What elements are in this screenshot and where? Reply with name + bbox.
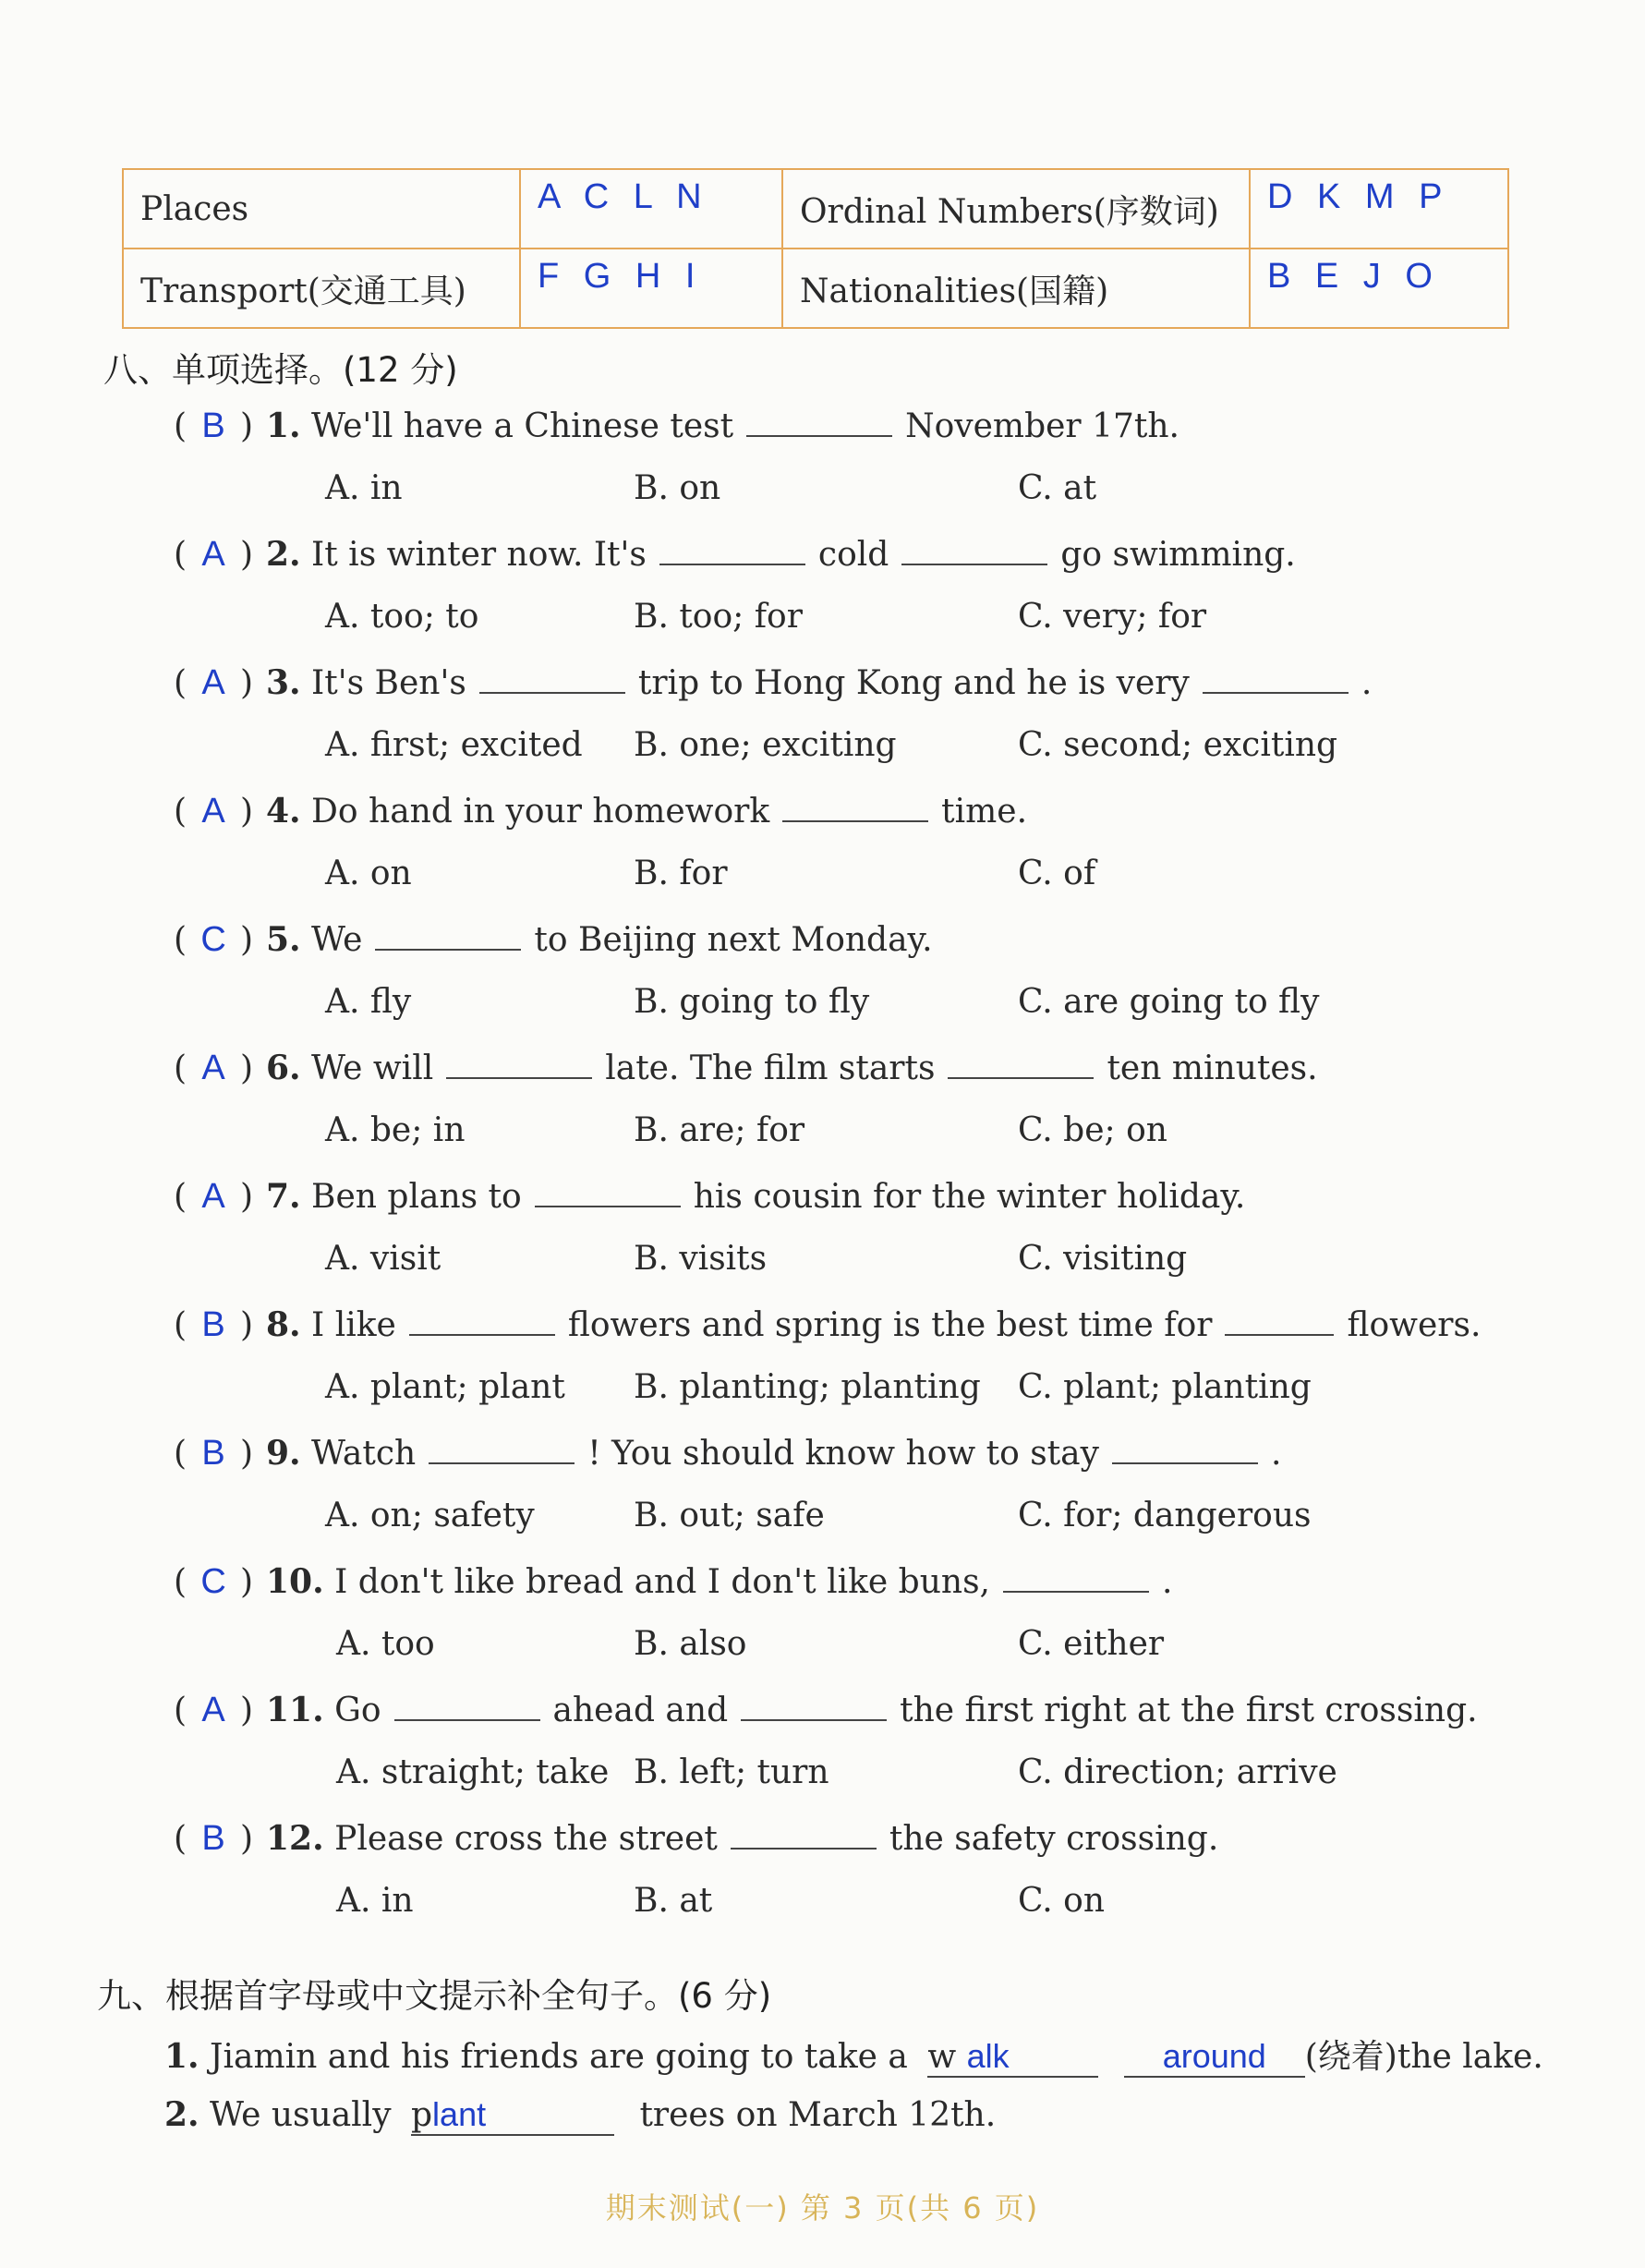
option-b: B. one; exciting <box>634 726 897 764</box>
option-a: A. in <box>325 469 403 507</box>
blank-line[interactable] <box>429 1435 575 1464</box>
option-b: B. too; for <box>634 598 803 636</box>
question-text: cold <box>817 536 889 574</box>
question-number: 4. <box>266 792 301 831</box>
sentence-number: 2. <box>164 2095 200 2134</box>
blank-line[interactable] <box>394 1692 540 1721</box>
option-c: C. direction; arrive <box>1018 1753 1337 1791</box>
question-text: the safety crossing. <box>889 1820 1219 1858</box>
fill-sentence-2 <box>164 2095 996 2136</box>
option-b: B. going to fly <box>634 983 870 1021</box>
option-c: C. be; on <box>1018 1111 1167 1149</box>
option-a: A. on; safety <box>325 1497 535 1534</box>
table-row <box>123 169 1508 249</box>
answer-blank[interactable] <box>411 2095 614 2136</box>
option-b: B. for <box>634 855 728 892</box>
option-b: B. visits <box>634 1240 768 1278</box>
sentence-text: Jiamin and his friends are going to take a <box>210 2038 908 2076</box>
selected-answer[interactable]: B <box>201 1819 225 1858</box>
question-item <box>174 1049 1318 1088</box>
option-c: C. for; dangerous <box>1018 1497 1312 1534</box>
answer-paren: ( A ) <box>174 663 254 702</box>
answer-paren: ( A ) <box>174 792 254 831</box>
option-c: C. plant; planting <box>1018 1368 1312 1406</box>
answer-word: lant <box>432 2095 487 2133</box>
option-b: B. also <box>634 1625 747 1663</box>
category-label: Ordinal Numbers(序数词) <box>782 169 1250 249</box>
question-item <box>174 535 1296 575</box>
question-number: 8. <box>266 1305 301 1344</box>
option-c: C. very; for <box>1018 598 1207 636</box>
blank-line[interactable] <box>741 1692 887 1721</box>
question-number: 5. <box>266 920 301 959</box>
option-a: A. visit <box>325 1240 441 1278</box>
option-c: C. second; exciting <box>1018 726 1338 764</box>
question-text: November 17th. <box>905 407 1179 445</box>
answer-paren: ( A ) <box>174 1049 254 1087</box>
question-text: to Beijing next Monday. <box>534 921 933 959</box>
sentence-text: trees on March 12th. <box>639 2096 997 2134</box>
option-a: A. in <box>336 1882 414 1920</box>
option-c: C. of <box>1018 855 1096 892</box>
answer-paren: ( C ) <box>174 920 254 959</box>
selected-answer[interactable]: B <box>201 1434 225 1473</box>
blank-line[interactable] <box>901 536 1047 565</box>
question-text: late. The film starts <box>605 1049 936 1087</box>
blank-line[interactable] <box>948 1049 1094 1079</box>
blank-line[interactable] <box>535 1178 681 1207</box>
question-text: Go <box>334 1692 381 1729</box>
option-a: A. too; to <box>325 598 479 636</box>
page-footer: 期末测试(一) 第 3 页(共 6 页) <box>605 2190 1040 2226</box>
category-answer: A C L N <box>520 169 782 249</box>
question-number: 7. <box>266 1177 301 1216</box>
question-text: the first right at the first crossing. <box>900 1692 1478 1729</box>
blank-line[interactable] <box>479 664 625 694</box>
question-text: I like <box>311 1306 396 1344</box>
option-a: A. fly <box>325 983 412 1021</box>
option-b: B. out; safe <box>634 1497 825 1534</box>
option-a: A. too <box>336 1625 435 1663</box>
question-text: ahead and <box>552 1692 729 1729</box>
question-item <box>174 1434 1281 1474</box>
question-text: . <box>1361 664 1373 702</box>
fill-sentence-1 <box>164 2031 1543 2078</box>
answer-word: alk <box>966 2037 1010 2075</box>
question-number: 9. <box>266 1434 301 1473</box>
category-label: Places <box>123 169 520 249</box>
question-item <box>174 1562 1172 1602</box>
question-number: 10. <box>266 1562 324 1601</box>
question-item <box>174 406 1179 446</box>
option-b: B. are; for <box>634 1111 805 1149</box>
category-answer: B E J O <box>1250 249 1508 328</box>
selected-answer[interactable]: A <box>201 663 225 702</box>
question-text: We <box>311 921 363 959</box>
answer-paren: ( A ) <box>174 1177 254 1216</box>
answer-blank[interactable] <box>1124 2037 1305 2078</box>
question-item <box>174 1691 1478 1730</box>
question-text: . <box>1162 1563 1173 1601</box>
blank-line[interactable] <box>1112 1435 1258 1464</box>
question-text: We'll have a Chinese test <box>311 407 734 445</box>
question-item <box>174 1305 1481 1345</box>
classification-table <box>122 168 1509 329</box>
blank-line[interactable] <box>446 1049 592 1079</box>
selected-answer[interactable]: A <box>201 535 225 574</box>
option-b: B. planting; planting <box>634 1368 981 1406</box>
answer-blank[interactable] <box>927 2037 1098 2078</box>
question-number: 12. <box>266 1819 324 1858</box>
question-text: Please cross the street <box>334 1820 718 1858</box>
option-b: B. left; turn <box>634 1753 829 1791</box>
category-answer: F G H I <box>520 249 782 328</box>
question-text: ! You should know how to stay <box>587 1435 1099 1473</box>
question-number: 3. <box>266 663 301 702</box>
answer-paren: ( C ) <box>174 1562 254 1601</box>
question-number: 2. <box>266 535 301 574</box>
question-number: 11. <box>266 1691 324 1729</box>
answer-paren: ( A ) <box>174 1691 254 1729</box>
question-number: 1. <box>266 406 301 445</box>
answer-paren: ( B ) <box>174 406 254 445</box>
question-item <box>174 663 1372 703</box>
selected-answer[interactable]: A <box>201 1177 225 1216</box>
table-row <box>123 249 1508 328</box>
option-c: C. visiting <box>1018 1240 1188 1278</box>
question-text: flowers and spring is the best time for <box>567 1306 1213 1344</box>
blank-line[interactable] <box>731 1820 877 1850</box>
option-c: C. at <box>1018 469 1097 507</box>
option-b: B. at <box>634 1882 713 1920</box>
answer-paren: ( B ) <box>174 1819 254 1858</box>
question-item <box>174 920 933 960</box>
question-text: It's Ben's <box>311 664 466 702</box>
selected-answer[interactable]: A <box>201 1691 225 1729</box>
answer-word: around <box>1162 2037 1266 2075</box>
option-a: A. first; excited <box>325 726 583 764</box>
question-text: flowers. <box>1347 1306 1482 1344</box>
question-text: time. <box>941 793 1028 831</box>
selected-answer[interactable]: C <box>200 1562 226 1601</box>
question-text: trip to Hong Kong and he is very <box>637 664 1190 702</box>
question-text: his cousin for the winter holiday. <box>693 1178 1246 1216</box>
blank-line[interactable] <box>409 1306 555 1336</box>
answer-paren: ( B ) <box>174 1434 254 1473</box>
selected-answer[interactable]: A <box>201 1049 225 1087</box>
question-text: Ben plans to <box>311 1178 522 1216</box>
option-a: A. straight; take <box>336 1753 610 1791</box>
category-label: Nationalities(国籍) <box>782 249 1250 328</box>
option-c: C. on <box>1018 1882 1106 1920</box>
question-text: It is winter now. It's <box>311 536 647 574</box>
blank-line[interactable] <box>1225 1306 1334 1336</box>
question-text: I don't like bread and I don't like buns, <box>334 1563 991 1601</box>
question-item <box>174 1819 1218 1859</box>
selected-answer[interactable]: B <box>201 1305 225 1344</box>
option-a: A. plant; plant <box>325 1368 565 1406</box>
section-title-9: 九、根据首字母或中文提示补全句子。(6 分) <box>97 1976 772 2016</box>
answer-paren: ( B ) <box>174 1305 254 1344</box>
question-text: Do hand in your homework <box>311 793 770 831</box>
question-text: Watch <box>311 1435 417 1473</box>
option-b: B. on <box>634 469 721 507</box>
blank-line[interactable] <box>375 921 521 951</box>
blank-line[interactable] <box>782 793 928 822</box>
question-text: go swimming. <box>1060 536 1296 574</box>
question-text: . <box>1270 1435 1282 1473</box>
question-item <box>174 792 1027 831</box>
blank-line[interactable] <box>1203 664 1349 694</box>
option-a: A. be; in <box>325 1111 466 1149</box>
category-label: Transport(交通工具) <box>123 249 520 328</box>
answer-paren: ( A ) <box>174 535 254 574</box>
section-title-8: 八、单项选择。(12 分) <box>103 350 458 390</box>
option-a: A. on <box>325 855 412 892</box>
sentence-text: (绕着)the lake. <box>1304 2038 1543 2076</box>
selected-answer[interactable]: C <box>200 920 226 959</box>
category-answer: D K M P <box>1250 169 1508 249</box>
selected-answer[interactable]: B <box>201 406 225 445</box>
hint-letter: p <box>411 2096 433 2134</box>
blank-line[interactable] <box>1003 1563 1149 1593</box>
selected-answer[interactable]: A <box>201 792 225 831</box>
option-c: C. either <box>1018 1625 1165 1663</box>
blank-line[interactable] <box>746 407 892 437</box>
sentence-text: We usually <box>210 2096 392 2134</box>
sentence-number: 1. <box>164 2037 200 2076</box>
question-number: 6. <box>266 1049 301 1087</box>
question-text: ten minutes. <box>1107 1049 1318 1087</box>
question-item <box>174 1177 1245 1217</box>
hint-letter: w <box>927 2038 957 2076</box>
blank-line[interactable] <box>659 536 805 565</box>
option-c: C. are going to fly <box>1018 983 1320 1021</box>
question-text: We will <box>311 1049 434 1087</box>
